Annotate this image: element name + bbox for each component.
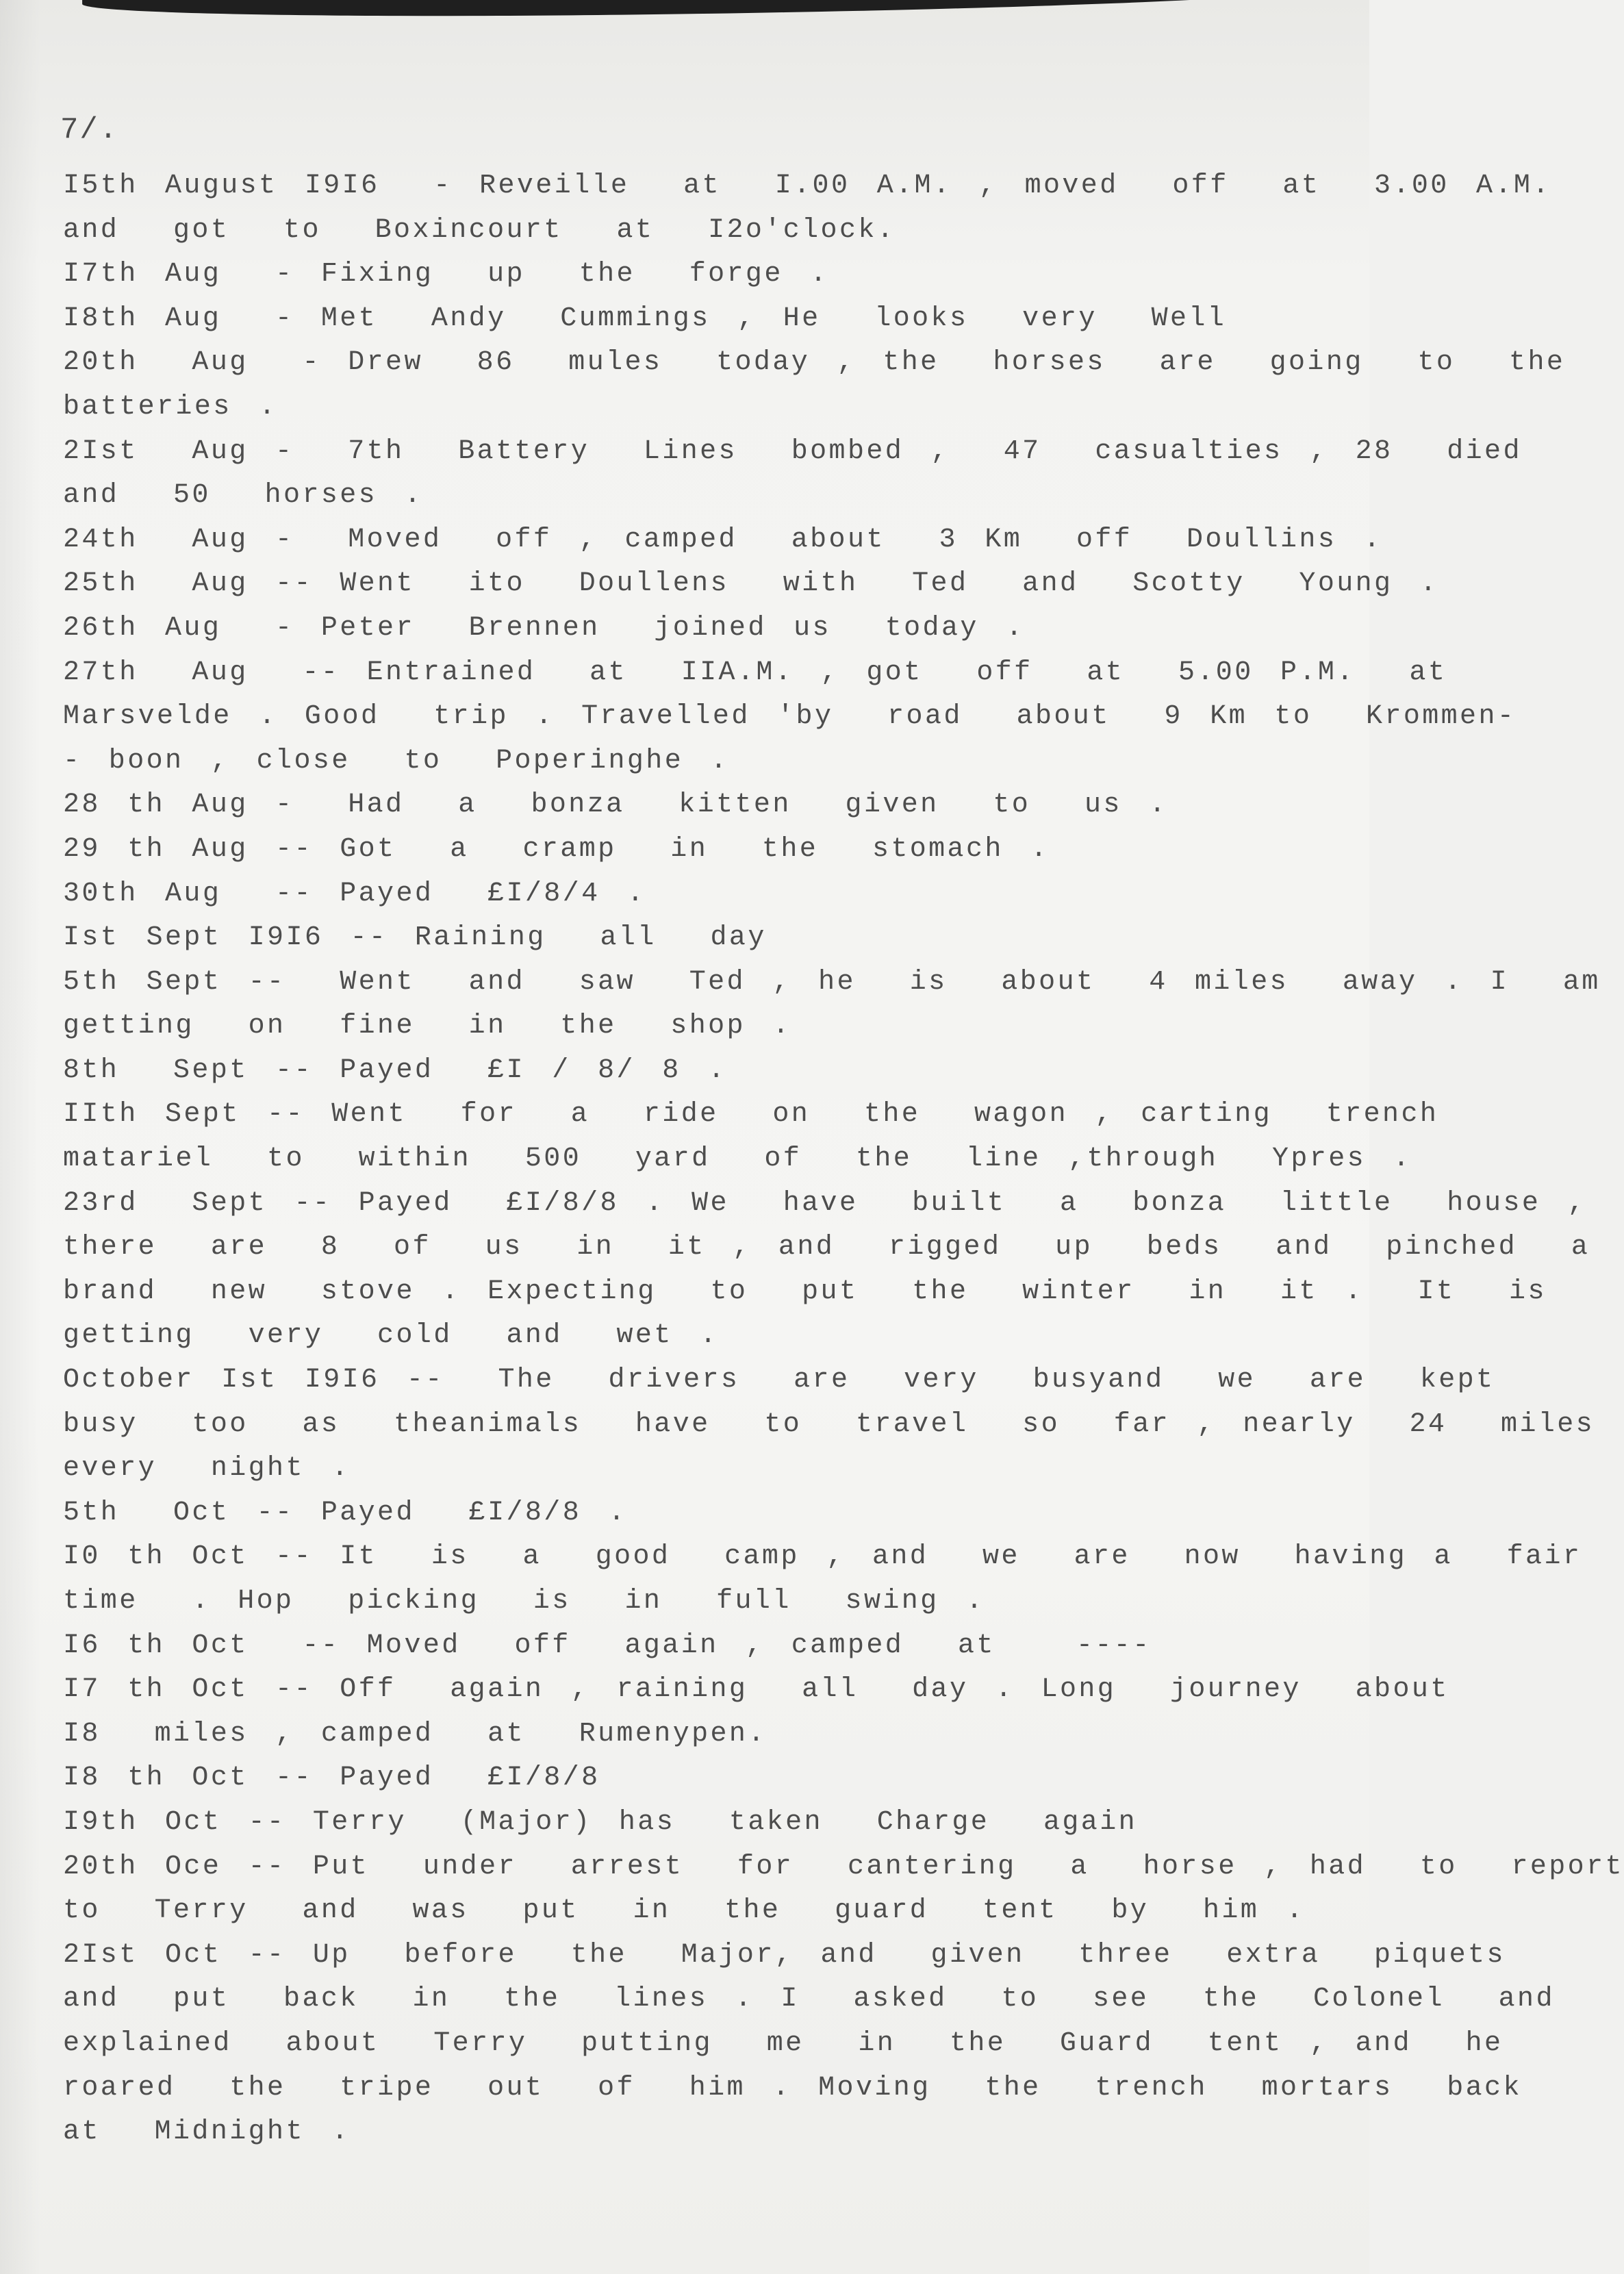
text-line: I8 miles , camped at Rumenypen. bbox=[63, 1718, 767, 1749]
paper-shadow bbox=[0, 0, 41, 2274]
text-line: I7 th Oct -- Off again , raining all day . Long journey about bbox=[63, 1674, 1449, 1706]
text-line: 5th Sept -- Went and saw Ted , he is about 4 miles away . I am bbox=[63, 966, 1601, 998]
text-line: busy too as theanimals have to travel so far , nearly 24 miles bbox=[63, 1408, 1595, 1440]
text-line: I8th Aug - Met Andy Cummings , He looks very Well bbox=[63, 303, 1227, 334]
text-line: I6 th Oct -- Moved off again , camped at ---- bbox=[63, 1630, 1152, 1661]
page-top-edge bbox=[82, 0, 1370, 21]
text-line: getting very cold and wet . bbox=[63, 1320, 719, 1352]
text-line: Marsvelde . Good trip . Travelled 'by road about 9 Km to Krommen- bbox=[63, 701, 1517, 733]
text-line: I9th Oct -- Terry (Major) has taken Charge again bbox=[63, 1806, 1138, 1838]
text-line: matariel to within 500 yard of the line ,through Ypres . bbox=[63, 1144, 1412, 1175]
text-line: 25th Aug -- Went ito Doullens with Ted and Scotty Young . bbox=[63, 568, 1439, 600]
text-line: 20th Aug - Drew 86 mules today , the horses are going to the bbox=[63, 347, 1566, 379]
text-line: - boon , close to Poperinghe . bbox=[63, 745, 729, 776]
text-line: 8th Sept -- Payed £I / 8/ 8 . bbox=[63, 1054, 727, 1086]
text-line: 24th Aug - Moved off , camped about 3 Km off Doullins . bbox=[63, 524, 1383, 555]
text-line: October Ist I9I6 -- The drivers are very busyand we are kept bbox=[63, 1365, 1495, 1396]
text-line: 30th Aug -- Payed £I/8/4 . bbox=[63, 878, 646, 909]
text-line: 26th Aug - Peter Brennen joined us today . bbox=[63, 612, 1025, 644]
text-line: I8 th Oct -- Payed £I/8/8 bbox=[63, 1763, 600, 1794]
text-line: explained about Terry putting me in the Guard tent , and he bbox=[63, 2027, 1504, 2059]
text-line: every night . bbox=[63, 1453, 351, 1485]
text-line: 5th Oct -- Payed £I/8/8 . bbox=[63, 1497, 627, 1528]
text-line: 27th Aug -- Entrained at IIA.M. , got off at 5.00 P.M. at bbox=[63, 657, 1447, 688]
page-number: 7/. bbox=[60, 113, 119, 147]
text-line: 2Ist Oct -- Up before the Major, and given three extra piquets bbox=[63, 1939, 1506, 1971]
text-line: at Midnight . bbox=[63, 2117, 351, 2148]
text-line: I0 th Oct -- It is a good camp , and we are now having a fair bbox=[63, 1541, 1582, 1573]
text-line: and put back in the lines . I asked to see the Colonel and bbox=[63, 1984, 1555, 2015]
text-line: Ist Sept I9I6 -- Raining all day bbox=[63, 922, 767, 954]
text-line: to Terry and was put in the guard tent by him . bbox=[63, 1895, 1306, 1927]
text-line: 29 th Aug -- Got a cramp in the stomach . bbox=[63, 833, 1050, 865]
text-line: I7th Aug - Fixing up the forge . bbox=[63, 259, 829, 290]
text-line: getting on fine in the shop . bbox=[63, 1011, 791, 1042]
text-line: time . Hop picking is in full swing . bbox=[63, 1586, 985, 1617]
text-line: and got to Boxincourt at I2o'clock. bbox=[63, 214, 896, 246]
text-line: 23rd Sept -- Payed £I/8/8 . We have built a bonza little house , bbox=[63, 1187, 1587, 1219]
text-line: brand new stove . Expecting to put the winter in it . It is bbox=[63, 1276, 1547, 1307]
text-line: batteries . bbox=[63, 391, 278, 422]
text-line: 20th Oce -- Put under arrest for cantering a horse , had to report bbox=[63, 1851, 1624, 1882]
text-line: 2Ist Aug - 7th Battery Lines bombed , 47 casualties , 28 died bbox=[63, 435, 1522, 467]
text-line: I5th August I9I6 - Reveille at I.00 A.M. , moved off at 3.00 A.M. bbox=[63, 170, 1551, 201]
diary-text bbox=[63, 164, 1624, 2155]
text-line: IIth Sept -- Went for a ride on the wagon , carting trench bbox=[63, 1099, 1439, 1130]
text-line: and 50 horses . bbox=[63, 480, 423, 511]
text-line: 28 th Aug - Had a bonza kitten given to us . bbox=[63, 789, 1168, 821]
text-line: roared the tripe out of him . Moving the trench mortars back bbox=[63, 2072, 1522, 2104]
text-line: there are 8 of us in it , and rigged up beds and pinched a bbox=[63, 1232, 1590, 1263]
